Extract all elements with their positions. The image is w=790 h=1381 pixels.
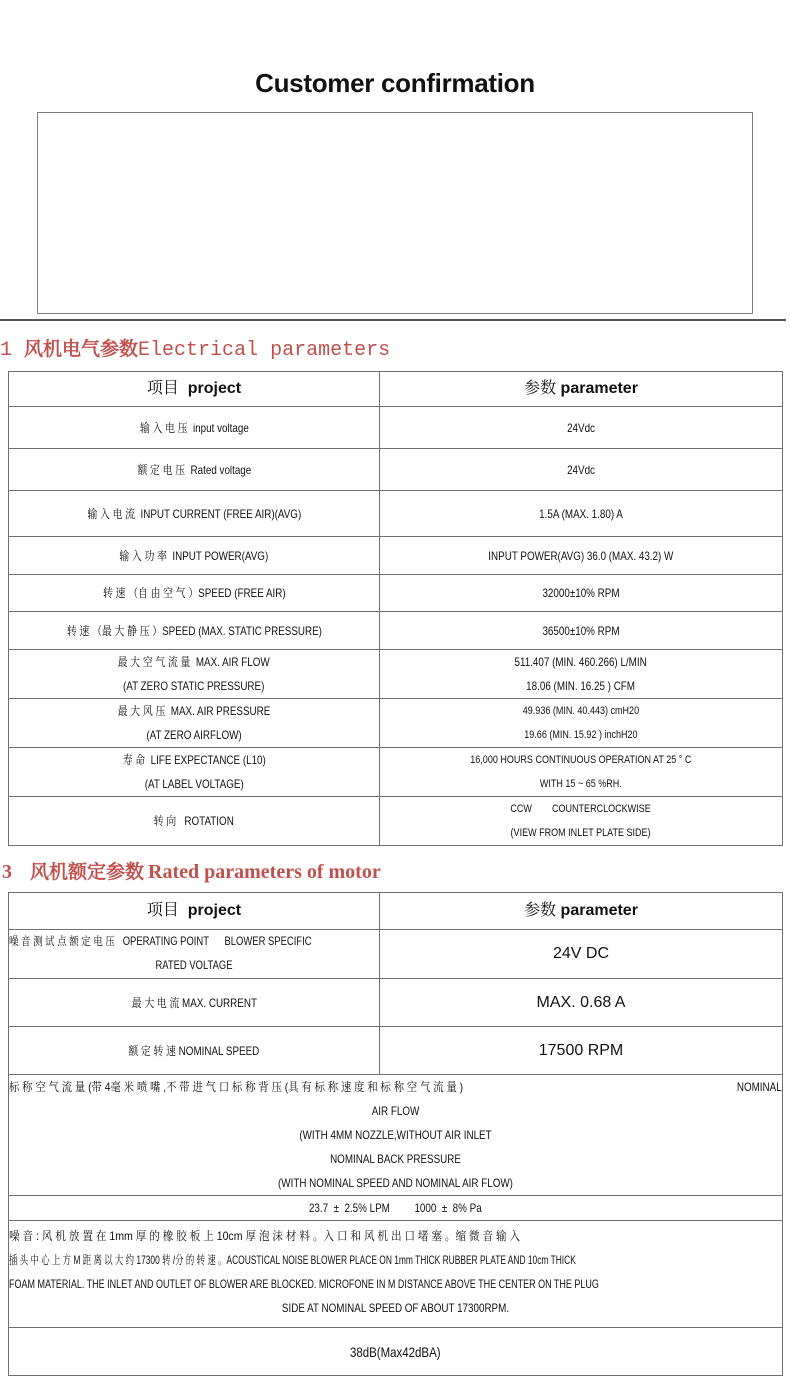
item-cell: 额 定 转 速 NOMINAL SPEED xyxy=(9,1027,380,1075)
table-header-row xyxy=(9,372,783,407)
table-row xyxy=(9,979,783,1027)
item-cell: 最 大 电 流 MAX. CURRENT xyxy=(9,979,380,1027)
section-3-heading xyxy=(2,857,381,884)
header-project: 项目 project xyxy=(9,372,380,407)
item-cell: 额 定 电 压 Rated voltage xyxy=(9,449,380,491)
noise-value-cell: 38dB(Max42dBA) xyxy=(9,1328,783,1376)
value-cell: 511.407 (MIN. 460.266) L/MIN 18.06 (MIN. 16.25 ) CFM xyxy=(380,650,783,699)
rated-parameters-table xyxy=(8,892,783,1376)
table-row xyxy=(9,537,783,575)
table-row-airflow xyxy=(9,1075,783,1196)
value-cell: 1.5A (MAX. 1.80) A xyxy=(380,491,783,537)
table-row xyxy=(9,1027,783,1075)
value-cell: 32000±10% RPM xyxy=(380,575,783,612)
value-cell: 16,000 HOURS CONTINUOUS OPERATION AT 25 ° C WITH 15 ~ 65 %RH. xyxy=(380,748,783,797)
section-title-cn: 风机额定参数 xyxy=(30,861,145,883)
table-row xyxy=(9,797,783,846)
item-cell: 转 速 （自 由 空 气 ）SPEED (FREE AIR) xyxy=(9,575,380,612)
section-number: 3 xyxy=(2,861,12,883)
value-cell: CCW COUNTERCLOCKWISE (VIEW FROM INLET PLATE SIDE) xyxy=(380,797,783,846)
table-row xyxy=(9,930,783,979)
table-row xyxy=(9,449,783,491)
item-cell: 转 向 ROTATION xyxy=(9,797,380,846)
section-title-cn: 风机电气参数 xyxy=(24,338,139,360)
item-cell: 最 大 风 压 MAX. AIR PRESSURE (AT ZERO AIRFLOW) xyxy=(9,699,380,748)
airflow-label-cell: 标 称 空 气 流 量 (带 4毫 米 喷 嘴 ,不 带 进 气 口 标 称 背 压 (具 有 标 称 速 度 和 标 称 空 气 流 量 ) NOMINAL AIR FLOW (WITH 4MM NOZZLE,WITHOUT AIR INLET NOMINAL BACK PRESSURE (WITH NOMINAL SPEED AND NOMINAL AIR FLOW) xyxy=(9,1075,783,1196)
table-row-airflow-value xyxy=(9,1196,783,1221)
table-row xyxy=(9,407,783,449)
header-parameter: 参数 parameter xyxy=(380,893,783,930)
section-title-en: Electrical parameters xyxy=(138,339,391,362)
header-project: 项目 project xyxy=(9,893,380,930)
table-row-noise xyxy=(9,1221,783,1328)
value-cell: MAX. 0.68 A xyxy=(380,979,783,1027)
table-row xyxy=(9,748,783,797)
table-header-row xyxy=(9,893,783,930)
customer-confirmation-box[interactable] xyxy=(37,112,753,314)
header-parameter: 参数 parameter xyxy=(380,372,783,407)
section-number: 1 xyxy=(0,339,13,362)
value-cell: 17500 RPM xyxy=(380,1027,783,1075)
item-cell: 输 入 功 率 INPUT POWER(AVG) xyxy=(9,537,380,575)
table-row-noise-value xyxy=(9,1328,783,1376)
airflow-value-cell: 23.7 ± 2.5% LPM 1000 ± 8% Pa xyxy=(9,1196,783,1221)
section-1-heading xyxy=(0,334,390,362)
value-cell: 49.936 (MIN. 40.443) cmH20 19.66 (MIN. 15.92 ) inchH20 xyxy=(380,699,783,748)
table-row xyxy=(9,491,783,537)
value-cell: 36500±10% RPM xyxy=(380,612,783,650)
page-title: Customer confirmation xyxy=(255,68,535,98)
item-cell: 输 入 电 压 input voltage xyxy=(9,407,380,449)
table-row xyxy=(9,699,783,748)
divider xyxy=(0,319,786,321)
table-row xyxy=(9,575,783,612)
noise-description-cell: 噪 音 : 风 机 放 置 在 1mm 厚 的 橡 胶 板 上 10cm 厚 泡 沫 材 料 。入 口 和 风 机 出 口 堵 塞 。缩 微 音 输 入 插 头 中 心 上 方 M 距 离 以 大 约 17300 转 /分 的 转 速 。ACOUSTICAL NOISE BLOWER PLACE ON 1mm THICK RUBBER PLATE AND 10cm THICK FOAM MATERIAL. THE INLET AND OUTLET OF BLOWER ARE BLOCKED. MICROFONE IN M DISTANCE ABOVE THE CENTER ON THE PLUG SIDE AT NOMINAL SPEED OF ABOUT 17300RPM. xyxy=(9,1221,783,1328)
table-row xyxy=(9,612,783,650)
value-cell: INPUT POWER(AVG) 36.0 (MAX. 43.2) W xyxy=(380,537,783,575)
value-cell: 24V DC xyxy=(380,930,783,979)
item-cell: 转 速 （最 大 静 压 ）SPEED (MAX. STATIC PRESSURE) xyxy=(9,612,380,650)
table-row xyxy=(9,650,783,699)
electrical-parameters-table xyxy=(8,371,783,846)
value-cell: 24Vdc xyxy=(380,449,783,491)
item-cell: 噪 音 测 试 点 额 定 电 压 OPERATING POINT BLOWER SPECIFIC RATED VOLTAGE xyxy=(9,930,380,979)
item-cell: 寿 命 LIFE EXPECTANCE (L10) (AT LABEL VOLTAGE) xyxy=(9,748,380,797)
section-title-en: Rated parameters of motor xyxy=(148,861,381,883)
item-cell: 最 大 空 气 流 量 MAX. AIR FLOW (AT ZERO STATIC PRESSURE) xyxy=(9,650,380,699)
value-cell: 24Vdc xyxy=(380,407,783,449)
item-cell: 输 入 电 流 INPUT CURRENT (FREE AIR)(AVG) xyxy=(9,491,380,537)
